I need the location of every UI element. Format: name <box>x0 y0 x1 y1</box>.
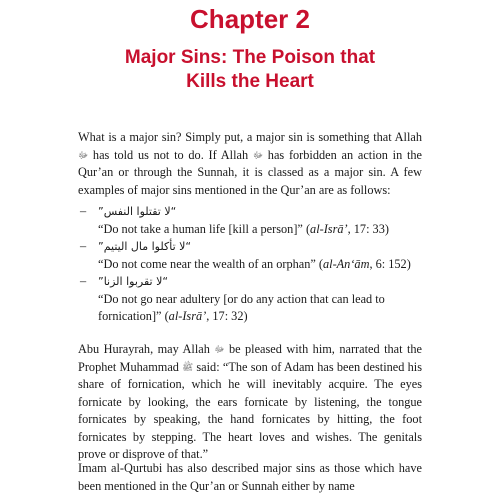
translation-text: “Do not come near the wealth of an orphan” ( <box>98 256 324 271</box>
arabic-verse: “لا تقربوا الزنا” <box>98 275 169 288</box>
surah-name: al-An‘ām <box>323 256 370 271</box>
arabic-verse: “لا تقتلوا النفس” <box>98 205 177 218</box>
honorific-glyph: ﷺ <box>182 361 194 372</box>
hadith-text-3: said: “The son of Adam has been destined his share of fornication, which he will inevitably acquire. The eyes fornicate by looking, the ears fornicate by listening, the tongue fornicates by speaking, the hand fornicates by hitting, the foot fornicates by stepping. The heart loves and wishes. The genitals prove or disprove of that.” <box>78 359 423 461</box>
honorific-glyph: ﷻ <box>214 344 225 354</box>
intro-text-1: What is a major sin? Simply put, a major sin is something that Allah <box>78 130 422 144</box>
list-dash: – <box>80 204 87 218</box>
verse-translation <box>98 221 428 239</box>
hadith-text-2: be pleased with him, narrated that the Prophet Muhammad <box>78 342 422 374</box>
chapter-label: Chapter 2 <box>190 4 310 34</box>
chapter-title <box>60 46 440 94</box>
verse-reference: , 17: 33) <box>347 221 389 236</box>
translation-text: “Do not go near adultery [or do any action that can lead to fornication]” ( <box>98 291 385 323</box>
list-item <box>80 238 428 273</box>
major-sins-examples-list <box>80 203 428 326</box>
intro-paragraph <box>78 129 422 199</box>
chapter-title-line-2: Kills the Heart <box>186 71 314 92</box>
list-dash: – <box>80 239 87 253</box>
arabic-verse: “لا تأكلوا مال اليتيم” <box>98 240 192 253</box>
hadith-paragraph <box>78 341 422 464</box>
verse-translation <box>98 256 428 274</box>
intro-text-2: has told us not to do. If Allah <box>88 147 253 162</box>
translation-text: “Do not take a human life [kill a person]” ( <box>98 221 311 236</box>
list-item <box>80 273 428 326</box>
verse-reference: , 17: 32) <box>206 309 248 323</box>
qurtubi-paragraph: Imam al-Qurtubi has also described major sins as those which have been mentioned in the Qur’an or Sunnah either by name <box>78 461 422 493</box>
intro-text-3: has forbidden an action in the Qur’an or through the Sunnah, it is classed as a major sin. A few examples of major sins mentioned in the Qur’an are as follows: <box>78 147 422 197</box>
verse-translation <box>98 291 428 326</box>
honorific-glyph: ﷻ <box>252 149 264 160</box>
list-item <box>80 203 428 238</box>
surah-name: al-Isrā’ <box>168 309 207 323</box>
list-dash: – <box>80 274 87 288</box>
hadith-text-1: Abu Hurayrah, may Allah <box>78 342 215 356</box>
honorific-glyph: ﷻ <box>78 149 89 160</box>
verse-reference: , 6: 152) <box>369 256 411 271</box>
chapter-title-line-1: Major Sins: The Poison that <box>124 47 376 68</box>
surah-name: al-Isrā’ <box>310 221 348 236</box>
